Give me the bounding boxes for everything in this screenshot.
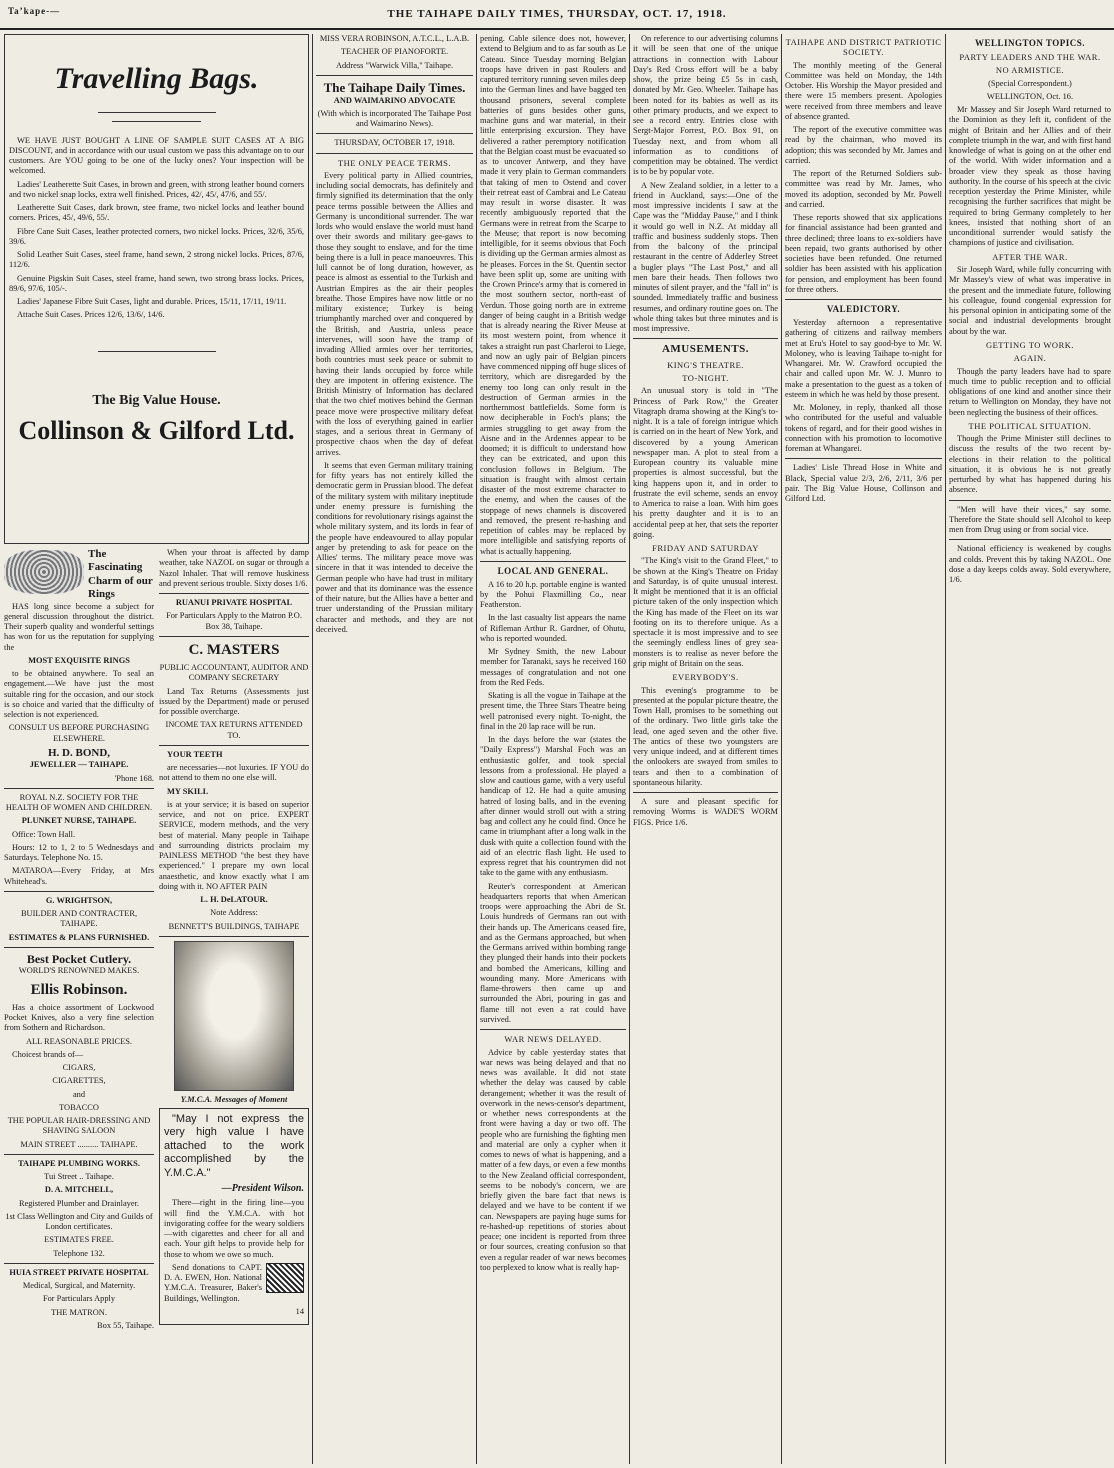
masters-tax: Land Tax Returns (Assessments just issued by the Department) made or perused for possible overcharge. bbox=[159, 686, 309, 717]
again-head: AGAIN. bbox=[1013, 353, 1047, 364]
plumb-name: D. A. MITCHELL, bbox=[44, 1185, 114, 1195]
local-item: Reuter's correspondent at American headquarters reports that when American troops were approaching the Abri de St. Louis hundreds of Germans ran out with their hands up. The Americans ceased fire, and as the Germans approached, but when the Germans arrived within bombing range they plunged their hands into their pockets and bombed the Americans, killing and wounding many. More Americans with flame-throwers then came up and surrounded the Abri, pouring in gas and flame till not even a rat could have survived. bbox=[480, 881, 626, 1024]
rings-most: MOST EXQUISITE RINGS bbox=[28, 655, 130, 665]
everybody-head: EVERYBODY'S. bbox=[672, 672, 739, 683]
wellington-head: WELLINGTON TOPICS. bbox=[974, 38, 1086, 48]
ad-title: Travelling Bags. bbox=[54, 62, 259, 95]
robinson-name: MISS VERA ROBINSON, A.T.C.L., L.A.B. bbox=[319, 34, 470, 43]
col4-body2: A New Zealand soldier, in a letter to a friend in Auckland, says:—One of the most impressive incidents I saw at the Cape was the "Midday Pause," and I think it would go well in N.Z. At midday all traffic and business suddenly stops. Then from the balcony of the principal restaurant in the centre of Adderley Street a bugler plays "The Last Post," and all men bare their heads. Then follows two minutes of silent prayer, and the "fall in" is sounded. Immediately traffic and business resumes, and ordinary routine goes on. The whole thing takes but three minutes and is most impressive. bbox=[633, 180, 778, 333]
rings-ad bbox=[4, 548, 154, 784]
nazol-ad-2: National efficiency is weakened by coughs and colds. Prevent this by taking NAZOL. One dose a day keeps colds away. Sold everywhere, 1/6. bbox=[949, 544, 1111, 585]
kings-body: An unusual story is told in "The Princess of Park Row," the Greater Vitagraph drama showing at the King's to-night. It is a tale of foreign intrigue which is carried on in the heart of New York, and discovered by a young American newspaper man. A plot to steal from a European country its valuable mine properties is almost successful, but the king happens upon it, and in order to frustrate the evil scheme, sends an envoy to America to raise a loan. With him goes his pretty daughter and it is to an accidental peep at her, that sets the reporter going. bbox=[633, 386, 778, 539]
column-rule bbox=[781, 34, 782, 1464]
plunket-mataroa: MATAROA—Every Friday, at Mrs Whitehead's. bbox=[4, 866, 154, 886]
column-4 bbox=[633, 34, 778, 1464]
col1-left-stack bbox=[4, 548, 154, 1334]
worm-ad: A sure and pleasant specific for removing Worms is WADE'S WORM FIGS. Price 1/6. bbox=[633, 797, 778, 827]
ellis-and: and bbox=[72, 1089, 86, 1099]
paper-date: THURSDAY, OCTOBER 17, 1918. bbox=[334, 138, 455, 148]
peace-p2: It seems that even German military training for fifty years has not entirely killed the democratic germ in Prussian blood. The defeat of the military system with military ineptitude under enemy pressure is furnishing the conditions for revolutionary risings against the whole military system, and its lords in fear of the people have endeavoured to allay popular anger by pretending to ask for peace on the Allies' terms. The military peace move was sincere in that it was intended to deceive the German people who have had trust in military power and that its dominance was the essence of their nature, but the Allies have a better and truer understanding of the Prussian military character and methods, and they are not deceived. bbox=[316, 460, 473, 634]
column-rule bbox=[629, 34, 630, 1464]
tonight-head: TO-NIGHT. bbox=[682, 373, 729, 384]
society-body: The monthly meeting of the General Committee was held on Monday, the 14th October. His Worship the Mayor presided and there were 15 members present. Apologies were received from three members and leave of absence granted. bbox=[785, 60, 942, 121]
bond-phone: 'Phone 168. bbox=[114, 773, 154, 783]
wrightson-line: BUILDER AND CONTRACTER, TAIHAPE. bbox=[20, 909, 138, 929]
local-item: Skating is all the vogue in Taihape at the present time, the Three Stars Theatre being well patronised every night. To-night, the final in the 20 lap race will be run. bbox=[480, 691, 626, 731]
plumb-head: TAIHAPE PLUMBING WORKS. bbox=[18, 1158, 140, 1168]
ymca-quote: "May I not express the very high value I have attached to the work accomplished by the Y.M.C.A." bbox=[164, 1113, 304, 1179]
wrightson-name: G. WRIGHTSON, bbox=[45, 895, 113, 905]
ellis-cigars: CIGARS, bbox=[62, 1063, 96, 1073]
ymca-head: Y.M.C.A. Messages of Moment bbox=[180, 1094, 288, 1104]
masthead-mark: Ta’kape-— bbox=[8, 6, 61, 16]
column-rule bbox=[312, 34, 313, 1464]
ad-item: Solid Leather Suit Cases, steel frame, hand sewn, 2 strong nickel locks. Prices, 87/6, 112/6. bbox=[9, 250, 304, 270]
ymca-ad bbox=[159, 1108, 309, 1325]
valedictory-head: VALEDICTORY. bbox=[826, 304, 901, 315]
cutlery-sub: WORLD'S RENOWNED MAKES. bbox=[18, 966, 140, 976]
ellis-cigs: CIGARETTES, bbox=[52, 1076, 106, 1086]
plumb-est: ESTIMATES FREE. bbox=[44, 1235, 114, 1245]
ellis-body: Has a choice assortment of Lockwood Pocket Knives, also a very fine selection from Sothern and Richardson. bbox=[4, 1002, 154, 1033]
skill-dr: L. H. DeLATOUR. bbox=[200, 895, 268, 905]
everybody-body: This evening's programme to be presented at the popular picture theatre, the Town Hall, promises to be something out of the ordinary. Two little girls take the lead, one aged seven and the other five. The antics of these two youngsters are very unique indeed, and at different times the onlookers are swayed from smiles to tears and then to a combination of spontaneous hilarity. bbox=[633, 685, 778, 787]
political-body: Though the Prime Minister still declines to discuss the results of the two recent by-elections in their relation to the political situation, it is obvious he is not greatly perturbed by what has happened during his absence. bbox=[949, 434, 1111, 495]
masthead bbox=[0, 0, 1114, 30]
cutlery-head: Best Pocket Cutlery. bbox=[26, 951, 132, 966]
local-item: In the last casualty list appears the name of Rifleman Arthur R. Gardner, of Ohutu, who is reported wounded. bbox=[480, 613, 626, 643]
hose-ad: Ladies' Lisle Thread Hose in White and Black, Special value 2/3, 2/6, 2/11, 3/6 per pair. The Big Value House, Collinson and Gilford Ltd. bbox=[785, 463, 942, 504]
column-rule bbox=[945, 34, 946, 1464]
kings-head: KING'S THEATRE. bbox=[667, 359, 744, 370]
rings-consult: CONSULT US BEFORE PURCHASING ELSEWHERE. bbox=[8, 723, 150, 743]
local-item: Mr Sydney Smith, the new Labour member for Taranaki, says he received 160 messages of congratulation and not one from the Red Feds. bbox=[480, 647, 626, 687]
society-body: The report of the Returned Soldiers sub-committee was read by Mr. James, who moved its adoption, seconded by Mr. Powell and carried. bbox=[785, 169, 942, 209]
local-head: LOCAL AND GENERAL. bbox=[497, 565, 609, 576]
skill-head: MY SKILL bbox=[167, 786, 209, 796]
column-2 bbox=[316, 34, 473, 1464]
ymca-by: —President Wilson. bbox=[221, 1183, 304, 1195]
party-head: PARTY LEADERS AND THE WAR. bbox=[959, 51, 1101, 62]
ellis-name: Ellis Robinson. bbox=[30, 981, 128, 998]
col4-body1: On reference to our advertising columns it will be seen that one of the unique attractions in connection with Labour Day's Red Cross effort will be a baby show, the prize being £5 5s in cash, donated by Mr. Geo. Wheeler. Taihape has been noted for its babies as well as its other primary products, and we expect to see a record entry. Entries close with Sergt-Major Forrest, P.O. Box 91, on Tuesday next, and from whom all information as to conditions of competition may be obtained. The verdict is to be by popular vote. bbox=[633, 34, 778, 177]
valedictory-body: Mr. Moloney, in reply, thanked all those who contributed for the useful and valuable tokens of regard, and for their good wishes in connection with his promotion to locomotive foreman at Whangarei. bbox=[785, 403, 942, 454]
column-rule bbox=[476, 34, 477, 1464]
plunket-head: ROYAL N.Z. SOCIETY FOR THE HEALTH OF WOMEN AND CHILDREN. bbox=[5, 792, 153, 813]
plumb-tel: Telephone 132. bbox=[53, 1248, 105, 1258]
friday-head: FRIDAY AND SATURDAY bbox=[652, 543, 759, 554]
collinson-gilford-logo: Collinson & Gilford Ltd. bbox=[18, 415, 295, 445]
plumb-reg: Registered Plumber and Drainlayer. bbox=[18, 1198, 139, 1208]
getting-head: GETTING TO WORK. bbox=[985, 339, 1075, 350]
ellis-choice: Choicest brands of— bbox=[12, 1049, 84, 1059]
ellis-all: ALL REASONABLE PRICES. bbox=[25, 1036, 132, 1046]
rings-title: The Fascinating Charm of our Rings bbox=[88, 548, 153, 601]
plumb-addr: Tui Street .. Taihape. bbox=[44, 1172, 114, 1182]
masthead-title: THE TAIHAPE DAILY TIMES, THURSDAY, OCT. 17, 1918. bbox=[387, 8, 727, 20]
society-body: These reports showed that six applications for financial assistance had been granted and three declined; three loans to ex-soldiers have been repaid, two grants authorised by other societies have been refunded. One returned soldier has been assisted with his application for pension, and employment has been found for three others. bbox=[785, 213, 942, 294]
ad-item: Ladies' Leatherette Suit Cases, in brown and green, with strong leather bound corners and two nickel snap locks, extra well finished. Prices, 42/, 45/, 47/6, and 55/. bbox=[9, 179, 304, 199]
local-item: In the days before the war (states the "Daily Express") Marshal Foch was an enthusiastic golfer, and took special lessons from a professional. He played a slow and cautious game, with a very useful handicap of 12. He had a quite amusing hatred of losing balls, and in the evening after dinner would stroll out with a string bag and collect any he could find. Once he came in triumphant after a long walk in the dusk with quite a collection found with the aid of an electric flash light. He used to express regret that his countrymen did not take to the game with any enthusiasm. bbox=[480, 735, 626, 878]
huia-part: For Particulars Apply bbox=[42, 1294, 116, 1304]
huia-sub: Medical, Surgical, and Maternity. bbox=[22, 1281, 136, 1291]
peace-head: THE ONLY PEACE TERMS. bbox=[337, 157, 452, 168]
col1-right-stack bbox=[159, 548, 309, 1329]
robinson-teacher: TEACHER OF PIANOFORTE. bbox=[340, 47, 449, 57]
ymca-body: There—right in the firing line—you will find the Y.M.C.A. with hot invigorating coffee for the weary soldiers—with cigarettes and cheer for all and each. Your gift helps to provide help for those to whom we owe so much. bbox=[164, 1198, 304, 1259]
plunket-office: Office: Town Hall. bbox=[12, 829, 76, 839]
paper-note: (With which is incorporated The Taihape Post and Waimarino News). bbox=[317, 108, 472, 129]
hospital-body: For Particulars Apply to the Matron P.O. Box 38, Taihape. bbox=[166, 611, 302, 631]
ad-item: Fibre Cane Suit Cases, leather protected corners, two nickel locks. Prices, 32/6, 35/6, 39/6. bbox=[9, 226, 304, 246]
ad-item: Genuine Pigskin Suit Cases, steel frame, hand sewn, two strong brass locks. Prices, 89/6, 97/6, 105/-. bbox=[9, 273, 304, 293]
plunket-hours: Hours: 12 to 1, 2 to 5 Wednesdays and Saturdays. Telephone No. 15. bbox=[4, 842, 154, 863]
wrightson-est: ESTIMATES & PLANS FURNISHED. bbox=[8, 932, 150, 942]
dateline: WELLINGTON, Oct. 16. bbox=[986, 91, 1074, 101]
after-head: AFTER THE WAR. bbox=[992, 251, 1068, 262]
ellis-salon: THE POPULAR HAIR-DRESSING AND SHAVING SALOON bbox=[7, 1116, 151, 1136]
rings-image-icon bbox=[4, 550, 84, 594]
local-item: A 16 to 20 h.p. portable engine is wanted by the Pohui Flaxmilling Co., near Featherston. bbox=[480, 579, 626, 610]
skill-body: is at your service; it is based on superior service, and not on price. EXPERT SERVICE, modern methods, and the very best of material. Many people in Taihape and surrounding districts proclaim my PAINLESS METHOD "the best they have experienced." I prepare my own local anaesthetic, and know exactly what I am doing with it. NO AFTER PAIN bbox=[159, 799, 309, 891]
teeth-body: are necessaries—not luxuries. IF YOU do not attend to them no one else will. bbox=[159, 763, 309, 783]
political-head: THE POLITICAL SITUATION. bbox=[968, 420, 1092, 431]
plunket-name: PLUNKET NURSE, TAIHAPE. bbox=[21, 816, 137, 826]
masters-income: INCOME TAX RETURNS ATTENDED TO. bbox=[165, 720, 303, 740]
col3-body1: pening. Cable silence does not, however, extend to Belgium and to as far south as Le Cateau. Since Tuesday morning Belgian troops have driven in past Roulers and captured territory running seven miles deep into the German lines and have bagged ten thousand prisoners, several complete batteries of guns besides other guns, machine guns and war material, in their little enterprising excursion. They have delivered a rather peremptory notification that the Belgian coast must be evacuated so as to uncover Antwerp, and they have made it very plain to German commanders that taking of men to Ostend and cover their retreat east of Cambrai and Le Cateau may result in worse disaster. It was recently ambiguously reported that the Germans were in retreat from the Scarpe to the Meuse; that report is now becoming intelligible, for it seems obvious that Foch is dividing up the German armies almost as he pleases. Forces in the St. Quentin sector have been split up, some are uniting with the Crown Prince's army that is cornered in the most southern sector, north-east of Verdun. Those going north are in extreme danger of being caught in a British wedge that is already nearing the River Meuse at its most western point, from whence it takes a straight run past Charleroi to Liege, and now an ugly pair of Belgian pincers have commenced nipping off huge slices of territory, which are disregarded by the enemy too long can only result in the destruction of German armies in the northernmost battlefields. Some form is now decipherable in Foch's plans; the armies struggling to get away from the Aisne and in the Ardennes appear to be doomed; it is difficult to understand how they can be extricated, and upon this conclusion follows in Belgium. The situation is fraught with almost certain disaster of the most extreme character to the enemy, and when the causes of the stoppage of news channels is discovered and removed, the present re-hashing and repetition of cables may be replaced by more intelligible and satisfying reports of what is actually happening. bbox=[480, 34, 626, 556]
getting-body: Though the party leaders have had to spare much time to public reception and to official obligations of one kind and another since their return to Wellington on Monday, they have not been neglecting the business of their offices. bbox=[949, 366, 1111, 417]
ellis-tobacco: TOBACCO bbox=[59, 1102, 99, 1112]
ad-intro: WE HAVE JUST BOUGHT A LINE OF SAMPLE SUIT CASES AT A BIG DISCOUNT, and in accordance with our usual custom we pass this advantage on to our customers. Are YOU going to be one of the lucky ones? Your inspection will be welcomed. bbox=[9, 135, 304, 176]
friday-body: "The King's visit to the Grand Fleet," to be shown at the King's Theatre on Friday and Saturday, is of quite unusual interest. It might be mentioned that it is an official picture taken of the only inspection which the King has made of the Fleet on its war footing on its to therefore unique. As a spectacle it is most impressive and to see the seemingly endless lines of grey sea-monsters is to realise as never before the grip might of Britain on the seas. bbox=[633, 556, 778, 668]
rings-body: HAS long since become a subject for general discussion throughout the district. Their superb quality and wonderful settings has won for us the reputation for supplying the bbox=[4, 601, 154, 652]
hospital-head: RUANUI PRIVATE HOSPITAL bbox=[175, 598, 293, 607]
special-correspondent: (Special Correspondent.) bbox=[988, 78, 1072, 88]
big-value-house: The Big Value House. bbox=[92, 392, 221, 408]
armistice-head: NO ARMISTICE. bbox=[995, 65, 1065, 76]
skill-note: Note Address: bbox=[210, 908, 258, 918]
huia-matron: THE MATRON. bbox=[51, 1307, 107, 1317]
travelling-bags-ad bbox=[4, 34, 309, 544]
amusements-head: AMUSEMENTS. bbox=[661, 343, 750, 356]
war-body: Advice by cable yesterday states that war news was being delayed and that no news was available. It did not state whether the delay was caused by cable derangement; whether it was the result of overwork in the news-censor's department, or whether news correspondents at the front were having a day or two off. The people who are furnishing the fighting men and material are only a cypher when it comes to news of what is happening, and a matter of a few days, or even a few months to the New Zealand official correspondent, seems to be nobody's concern, we are briefly given the bare fact that news is delayed and we have to be content if we can. Newspapers are paying huge sums for re-hashed-up repetitions of stories about peace; one incident is reported from three or four sources, creating confusion so that even a regular reader of war news becomes too perplexed to know what is really hap- bbox=[480, 1047, 626, 1272]
skill-addr: BENNETT'S BUILDINGS, TAIHAPE bbox=[168, 921, 300, 931]
nazol-ad: When your throat is affected by damp weather, take NAZOL on sugar or through a Nazol Inhaler. That will remove huskiness and prevent serious trouble. Sixty doses 1/6. bbox=[159, 548, 309, 588]
paper-sub: AND WAIMARINO ADVOCATE bbox=[333, 95, 456, 105]
rings-body2: to be obtained anywhere. To seal an engagement.—We have just the most suitable ring for the occasion, and our stock is so choice and varied that the difficulty of selection is not experienced. bbox=[4, 669, 154, 720]
peace-p1: Every political party in Allied countries, including social democrats, has definitely and firmly signified its determination that the only peace terms possible between the Allies and Germany is unconditional surrender. The war lords who would enslave the world must hand over their swords and military gee-gaws to those they sought to enslave, and for the time being there is a lull in peace manoeuvres. This lull cannot be of long duration, however, as peace is almost as essential to the Turkish and Austrian Empires as the air their peoples breathe. Those Empires have now little or no military existence; Turkey is being triumphantly marched over and conquered by the British, and Austria, unless peace intervenes, will soon have the tramp of invading Allied armies over her territories, both countries must seek peace or submit to having their lands occupied by force while they are impotent in offering existence. The British Ministry of Information has declared that the two chief motives behind the German peace move were prospective military defeat with the loss of everything gained in earlier stages, and a serious threat in Germany of prospective chaos when the day of defeat arrives. bbox=[316, 170, 473, 457]
bond-line: JEWELLER — TAIHAPE. bbox=[29, 760, 129, 770]
ymca-send: Send donations to CAPT. D. A. EWEN, Hon. National Y.M.C.A. Treasurer, Baker's Buildings, Wellington. bbox=[164, 1262, 262, 1303]
ymca-num: 14 bbox=[295, 1306, 304, 1316]
column-6 bbox=[949, 34, 1111, 1464]
society-head: TAIHAPE AND DISTRICT PATRIOTIC SOCIETY. bbox=[785, 37, 942, 58]
ad-item: Leatherette Suit Cases, dark brown, stee frame, two nickel locks and leather bound corners. Prices, 45/, 49/6, 55/. bbox=[9, 203, 304, 223]
robinson-addr: Address "Warwick Villa," Taihape. bbox=[335, 60, 454, 70]
teeth-head: YOUR TEETH bbox=[167, 749, 223, 759]
huia-head: HUIA STREET PRIVATE HOSPITAL bbox=[9, 1267, 149, 1277]
bond-name: H. D. BOND, bbox=[47, 746, 111, 759]
valedictory-body: Yesterday afternoon a representative gathering of citizens and railway members met at Eru's Hotel to say good-bye to Mr. W. Moloney, who is leaving Taihape to-night for Whangarei. Mr. W. Crawford occupied the chair and called upon Mr. W. J. Munro to make a presentation to the guest as a token of esteem in which he was held by those present. bbox=[785, 318, 942, 399]
huia-box: Box 55, Taihape. bbox=[97, 1320, 154, 1330]
society-body: The report of the executive committee was read by the chairman, who moved its adoption; this was seconded by Mr. James and carried. bbox=[785, 125, 942, 165]
column-3 bbox=[480, 34, 626, 1464]
column-1 bbox=[4, 34, 309, 1464]
masters-name: C. MASTERS bbox=[188, 641, 280, 658]
ad-item: Ladies' Japanese Fibre Suit Cases, light and durable. Prices, 15/11, 17/11, 19/11. bbox=[17, 297, 287, 307]
plumb-cert: 1st Class Wellington and City and Guilds of London certificates. bbox=[5, 1211, 153, 1232]
col6-body1: Mr Massey and Sir Joseph Ward returned to the Dominion as they left it, confident of the might of Britain and her Allies and of their complete triumph in the war, and with first hand knowledge of what is going on at the other end of the world. With wider information and a broader view they speak as those having authority. In the course of his speech at the civic reception yesterday the Prime Minister, while recognising the further sacrifices that might be required to bring Germany completely to her knees, insisted that nothing short of an unconditional surrender would satisfy the champions of justice and civilisation. bbox=[949, 105, 1111, 248]
after-body: Sir Joseph Ward, while fully concurring with Mr Massey's view of what was imperative in the present and the immediate future, following his colleague, found congenial expression for his personal opinion in anticipating some of the social and industrial developments brought about by the war. bbox=[949, 265, 1111, 336]
ymca-logo-icon bbox=[266, 1263, 304, 1293]
ad-item: Attache Suit Cases. Prices 12/6, 13/6/, 14/6. bbox=[17, 310, 165, 320]
wilson-portrait-image bbox=[174, 941, 294, 1091]
paper-title: The Taihape Daily Times. bbox=[323, 79, 466, 95]
column-5 bbox=[785, 34, 942, 1464]
ellis-main: MAIN STREET .......... TAIHAPE. bbox=[20, 1139, 138, 1149]
vices-ad: "Men will have their vices," say some. Therefore the State should sell Alcohol to keep men from Drug using or from social vice. bbox=[949, 504, 1111, 535]
war-head: WAR NEWS DELAYED. bbox=[504, 1034, 602, 1045]
masters-line: PUBLIC ACCOUNTANT, AUDITOR AND COMPANY SECRETARY bbox=[159, 663, 309, 683]
